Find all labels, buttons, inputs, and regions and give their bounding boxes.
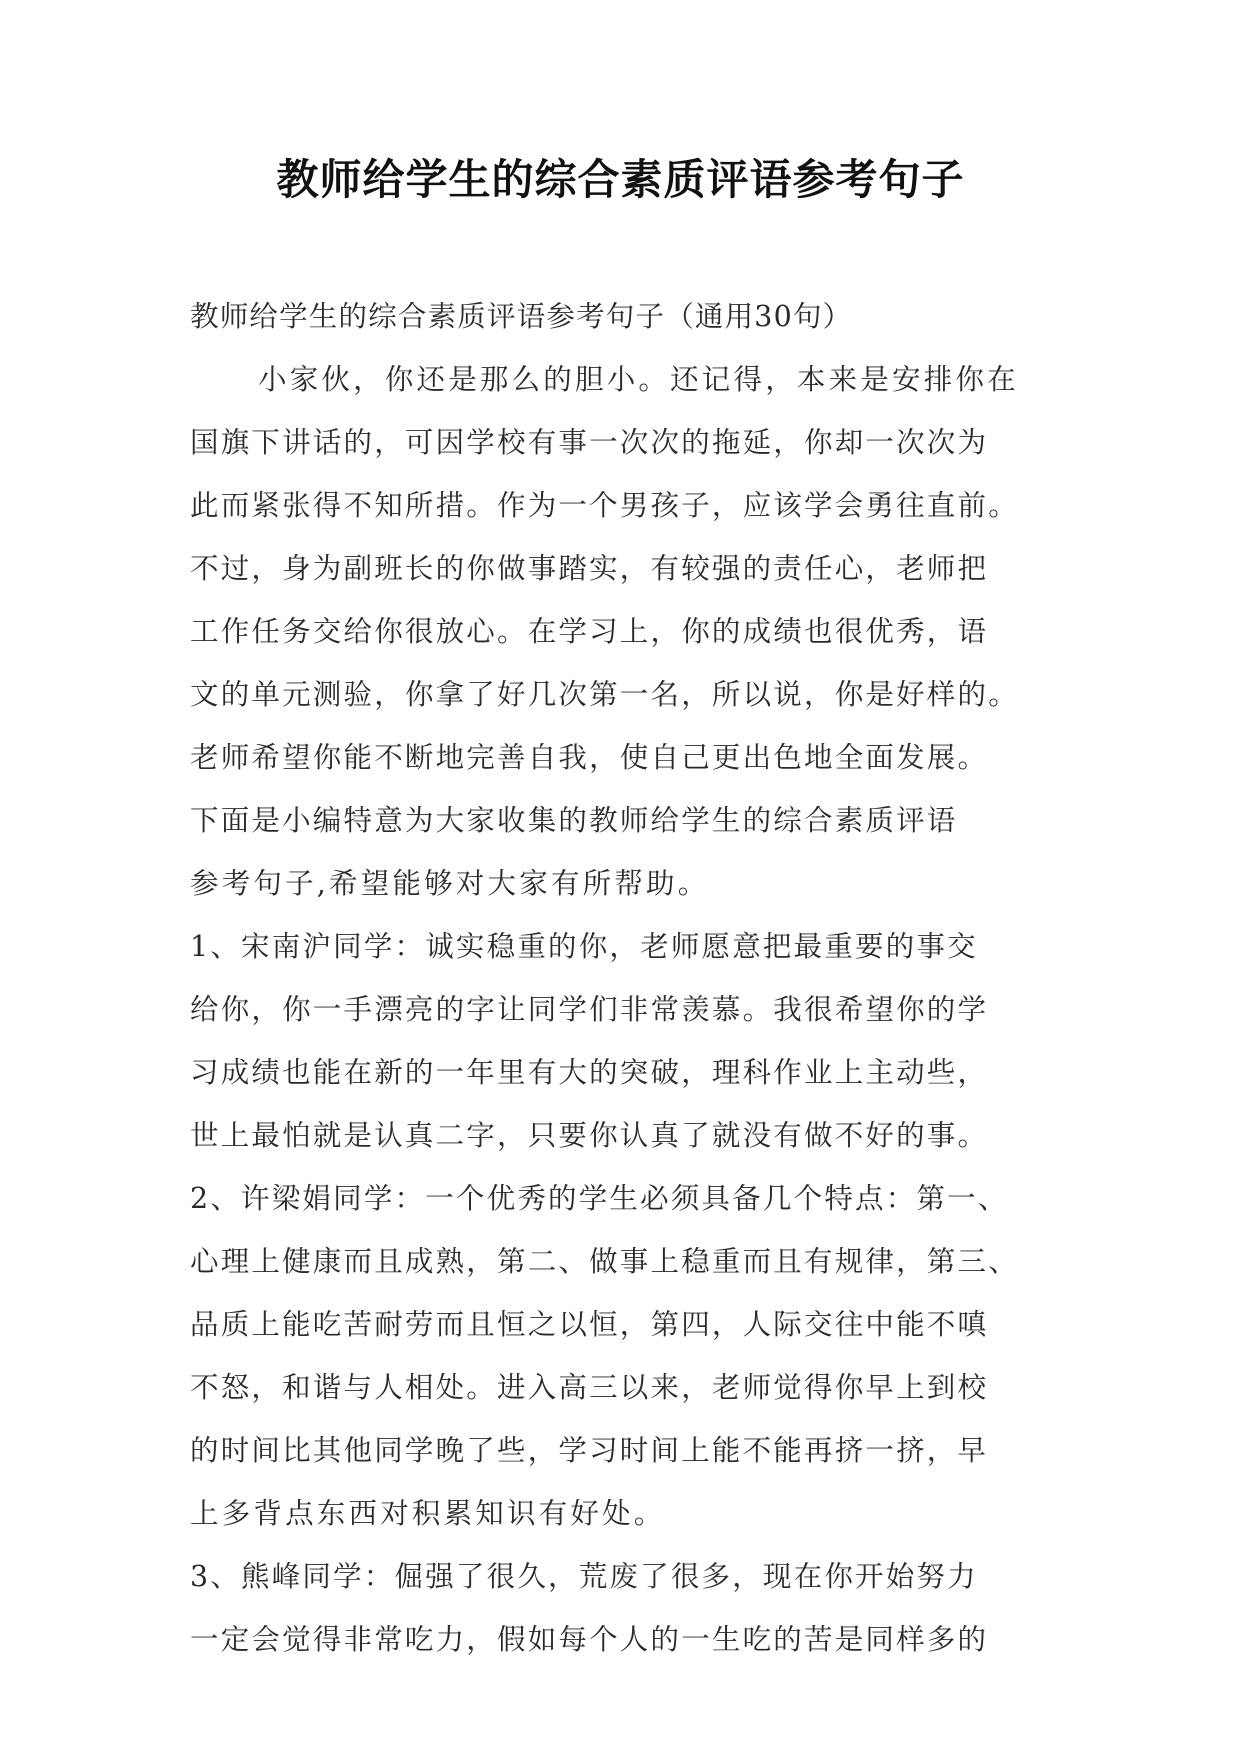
list-item-line: 品质上能吃苦耐劳而且恒之以恒，第四，人际交往中能不嗔	[190, 1308, 989, 1341]
document-title: 教师给学生的综合素质评语参考句子	[276, 155, 965, 204]
list-item-line: 的时间比其他同学晚了些，学习时间上能不能再挤一挤，早	[190, 1434, 989, 1467]
list-item-line: 心理上健康而且成熟，第二、做事上稳重而且有规律，第三、	[190, 1245, 1019, 1278]
document-body	[190, 285, 1065, 1671]
subtitle-line: 教师给学生的综合素质评语参考句子（通用30句）	[190, 300, 853, 333]
paragraph-line: 小家伙，你还是那么的胆小。还记得，本来是安排你在	[258, 363, 1019, 396]
paragraph-line: 参考句子,希望能够对大家有所帮助。	[190, 867, 710, 900]
paragraph-line: 文的单元测验，你拿了好几次第一名，所以说，你是好样的。	[190, 678, 1019, 711]
paragraph-line: 下面是小编特意为大家收集的教师给学生的综合素质评语	[190, 804, 958, 837]
paragraph-line: 国旗下讲话的，可因学校有事一次次的拖延，你却一次次为	[190, 426, 989, 459]
paragraph-line: 工作任务交给你很放心。在学习上，你的成绩也很优秀，语	[190, 615, 989, 648]
paragraph-line: 此而紧张得不知所措。作为一个男孩子，应该学会勇往直前。	[190, 489, 1019, 522]
list-item-line: 习成绩也能在新的一年里有大的突破，理科作业上主动些，	[190, 1056, 989, 1089]
list-item-line: 1、宋南沪同学：诚实稳重的你，老师愿意把最重要的事交	[190, 930, 978, 963]
list-item-line: 不怒，和谐与人相处。进入高三以来，老师觉得你早上到校	[190, 1371, 989, 1404]
list-item-line: 2、许梁娟同学：一个优秀的学生必须具备几个特点：第一、	[190, 1182, 1009, 1215]
list-item-line: 上多背点东西对积累知识有好处。	[190, 1497, 666, 1530]
list-item-line: 给你，你一手漂亮的字让同学们非常羡慕。我很希望你的学	[190, 993, 989, 1026]
list-item-line: 一定会觉得非常吃力，假如每个人的一生吃的苦是同样多的	[190, 1623, 989, 1656]
list-item-line: 3、熊峰同学：倔强了很久，荒废了很多，现在你开始努力	[190, 1560, 978, 1593]
list-item-line: 世上最怕就是认真二字，只要你认真了就没有做不好的事。	[190, 1119, 989, 1152]
paragraph-line: 老师希望你能不断地完善自我，使自己更出色地全面发展。	[190, 741, 989, 774]
paragraph-line: 不过，身为副班长的你做事踏实，有较强的责任心，老师把	[190, 552, 989, 585]
